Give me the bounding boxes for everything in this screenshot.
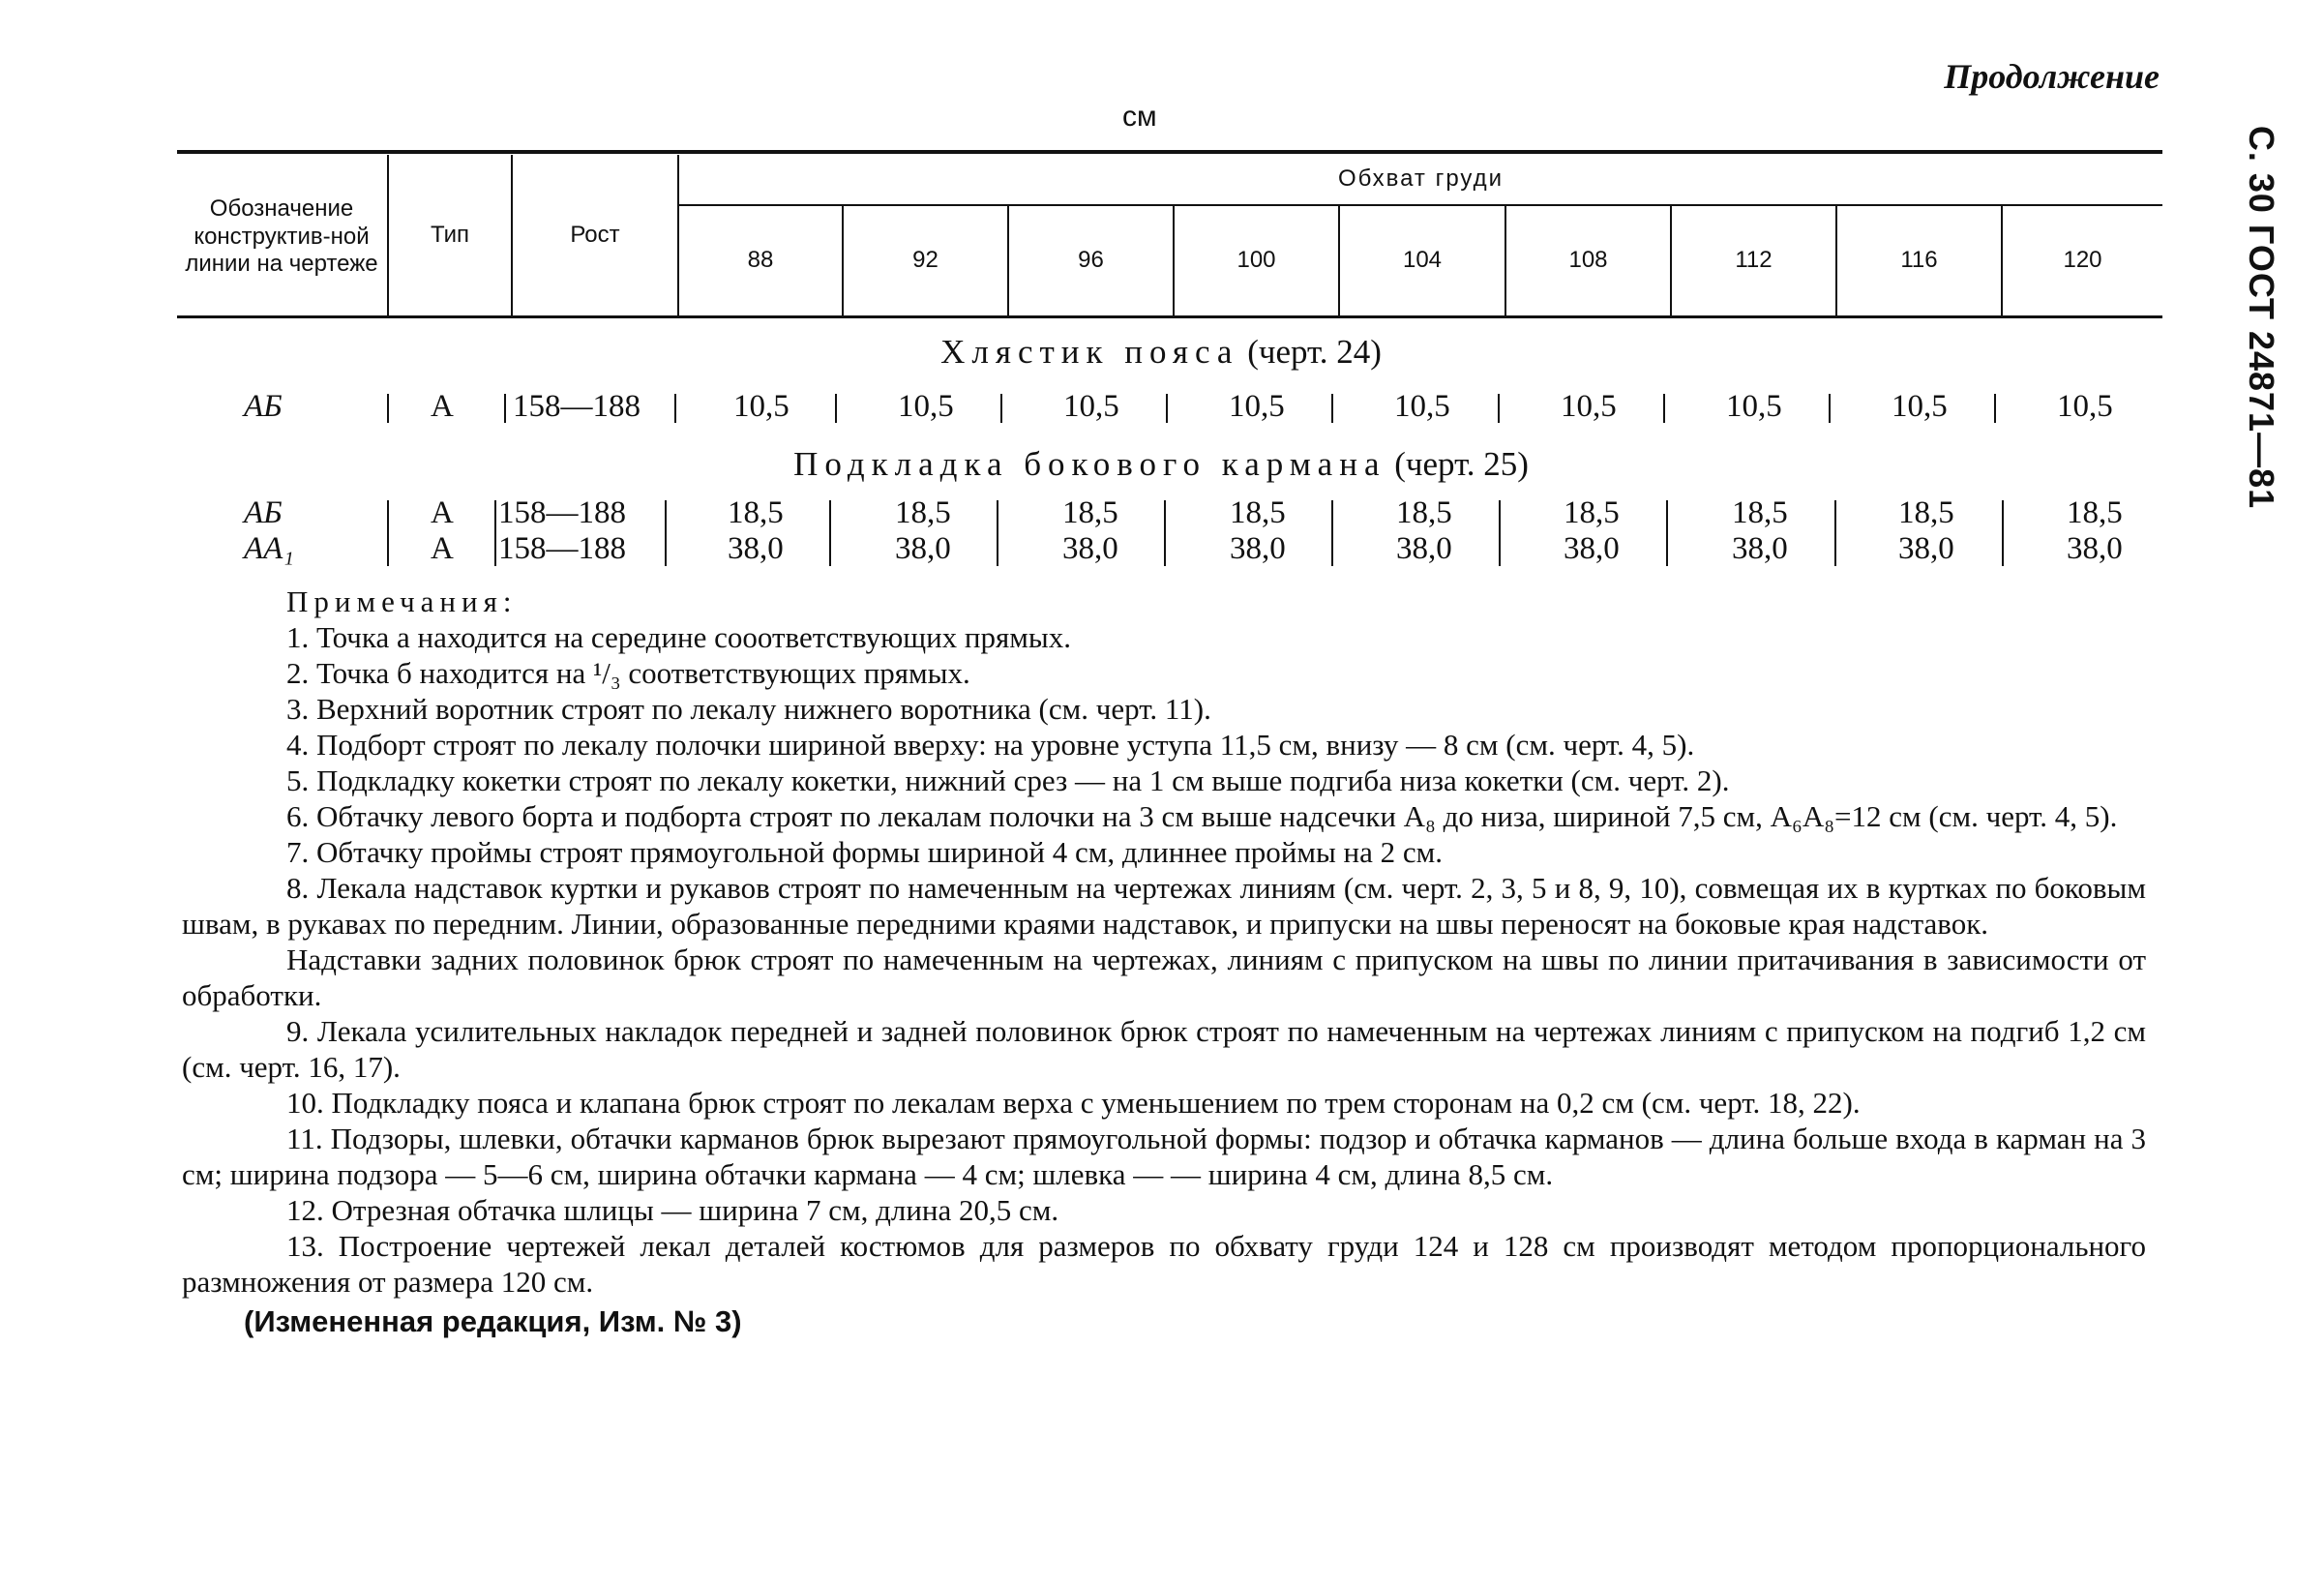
table-header-bottom-rule [177,315,2162,318]
row-separator [1994,394,1996,423]
row-value: 10,5 [898,389,954,424]
row-height: 158—188 [498,495,626,530]
row-value: 10,5 [1892,389,1948,424]
row-value: 10,5 [2057,389,2113,424]
row-value: 38,0 [1062,531,1118,566]
col-header-chest-size: 100 [1236,247,1276,274]
section-title-ref: (черт. 24) [1247,333,1382,371]
row-designation: АА₁ [244,531,294,566]
row-separator [829,500,831,566]
row-type: А [431,389,454,424]
row-value: 18,5 [2067,495,2123,530]
row-designation: АБ [244,495,283,530]
note-item: 13. Построение чертежей лекал деталей костюмов для размеров по обхвату груди 124 и 128 см производят методом пропорционального размножения от размера 120 см. [182,1229,2146,1299]
row-value: 18,5 [1396,495,1452,530]
row-value: 10,5 [1063,389,1119,424]
row-value: 38,0 [1230,531,1286,566]
section-title [174,445,2148,484]
row-separator [1331,394,1333,423]
row-separator [2002,500,2004,566]
row-value: 38,0 [728,531,784,566]
section-title-ref: (черт. 25) [1394,445,1529,483]
section-title [174,333,2148,372]
row-value: 10,5 [733,389,790,424]
note-item: 9. Лекала усилительных накладок передней и задней половинок брюк строят по намеченным на чертежах линиям с припуском на подгиб 1,2 см (см. черт. 16, 17). [182,1014,2146,1084]
row-separator [387,394,389,423]
row-separator [1666,500,1668,566]
notes-block [182,584,2146,1339]
row-separator [504,394,506,423]
row-separator [1164,500,1166,566]
col-header-chest-size: 104 [1402,247,1443,274]
row-separator [674,394,676,423]
note-item: 4. Подборт строят по лекалу полочки шириной вверху: на уровне уступа 11,5 см, внизу — 8 см (см. черт. 4, 5). [286,728,1695,762]
row-value: 38,0 [1732,531,1788,566]
unit-label: см [1122,101,1157,133]
note-item: Надставки задних половинок брюк строят по намеченным на чертежах, линиям с припуском на швы по линии притачивания в зависимости от обработки. [182,943,2146,1012]
row-separator [494,500,496,566]
row-value: 10,5 [1561,389,1617,424]
note-item: 12. Отрезная обтачка шлицы — ширина 7 см, длина 20,5 см. [286,1193,1059,1227]
row-separator [387,500,389,566]
note-item: 3. Верхний воротник строят по лекалу нижнего воротника (см. черт. 11). [286,692,1211,726]
col-header-designation: Обозначение конструктив-ной линии на чертеже [185,195,378,278]
row-value: 18,5 [1062,495,1118,530]
col-header-chest-size: 92 [912,247,939,274]
note-item: 8. Лекала надставок куртки и рукавов строят по намеченным на чертежах линиям (см. черт. 2, 3, 5 и 8, 9, 10), совмещая их в куртках по боковым швам, в рукавах по передним. Линии, образованные передними краями надставок, и припуски на швы переносят на боковые края надставок. [182,871,2146,941]
row-type: А [431,531,454,566]
row-type: А [431,495,454,530]
section-title-text: Подкладка бокового кармана [793,445,1386,483]
col-header-chest-size: 96 [1078,247,1104,274]
row-value: 18,5 [1732,495,1788,530]
table-row [180,495,2144,532]
row-value: 18,5 [1898,495,1954,530]
row-separator [1331,500,1333,566]
row-value: 18,5 [1230,495,1286,530]
note-item: 2. Точка б находится на ¹/₃ соответствующих прямых. [286,656,970,690]
row-value: 38,0 [895,531,951,566]
amendment-note: (Измененная редакция, Изм. № 3) [244,1304,742,1338]
table-row [180,531,2144,568]
row-height: 158—188 [513,389,641,424]
continuation-label: Продолжение [1944,57,2160,96]
table-row [180,389,2144,426]
col-header-chest-size: 120 [2063,247,2102,274]
row-value: 38,0 [1898,531,1954,566]
col-header-chest-size: 108 [1568,247,1608,274]
row-value: 10,5 [1726,389,1782,424]
note-item: 11. Подзоры, шлевки, обтачки карманов брюк вырезают прямоугольной формы: подзор и обтачка карманов — длина больше входа в карман на 3 см; ширина подзора — 5—6 см, ширина обтачки кармана — 4 см; шлевка — — ширина 4 см, длина 8,5 см. [182,1122,2146,1191]
row-height: 158—188 [498,531,626,566]
row-separator [835,394,837,423]
row-designation: АБ [244,389,283,424]
note-item: 7. Обтачку проймы строят прямоугольной формы шириной 4 см, длиннее проймы на 2 см. [286,835,1443,869]
standard-side-text: С. 30 ГОСТ 24871—81 [2242,125,2282,510]
row-separator [1000,394,1002,423]
notes-heading: Примечания: [286,584,518,618]
note-item: 10. Подкладку пояса и клапана брюк строят по лекалам верха с уменьшением по трем сторонам на 0,2 см (см. черт. 18, 22). [286,1086,1861,1120]
row-separator [665,500,667,566]
row-value: 18,5 [1564,495,1620,530]
row-value: 10,5 [1394,389,1450,424]
col-header-chest-size: 112 [1735,247,1773,274]
note-item: 5. Подкладку кокетки строят по лекалу кокетки, нижний срез — на 1 см выше подгиба низа кокетки (см. черт. 2). [286,763,1730,797]
row-separator [1498,394,1500,423]
note-item: 1. Точка а находится на середине сооответствующих прямых. [286,620,1071,654]
row-separator [997,500,998,566]
row-value: 38,0 [1564,531,1620,566]
note-item: 6. Обтачку левого борта и подборта строят по лекалам полочки на 3 см выше надсечки А₈ до низа, шириной 7,5 см, А₆А₈=12 см (см. черт. 4, 5). [286,799,2118,833]
col-header-chest-size: 88 [747,247,774,274]
col-header-chest-group: Обхват груди [1337,165,1505,193]
section-title-text: Хлястик пояса [940,333,1239,371]
row-value: 18,5 [895,495,951,530]
row-separator [1834,500,1836,566]
row-separator [1166,394,1168,423]
col-header-chest-size: 116 [1900,247,1938,274]
row-separator [1499,500,1501,566]
row-value: 18,5 [728,495,784,530]
row-separator [1829,394,1831,423]
col-header-height: Рост [570,221,620,248]
standard-side-label [2235,114,2287,521]
row-value: 38,0 [2067,531,2123,566]
table-top-rule [177,150,2162,154]
row-value: 10,5 [1229,389,1285,424]
row-separator [1663,394,1665,423]
col-header-type: Тип [430,221,469,248]
row-value: 38,0 [1396,531,1452,566]
